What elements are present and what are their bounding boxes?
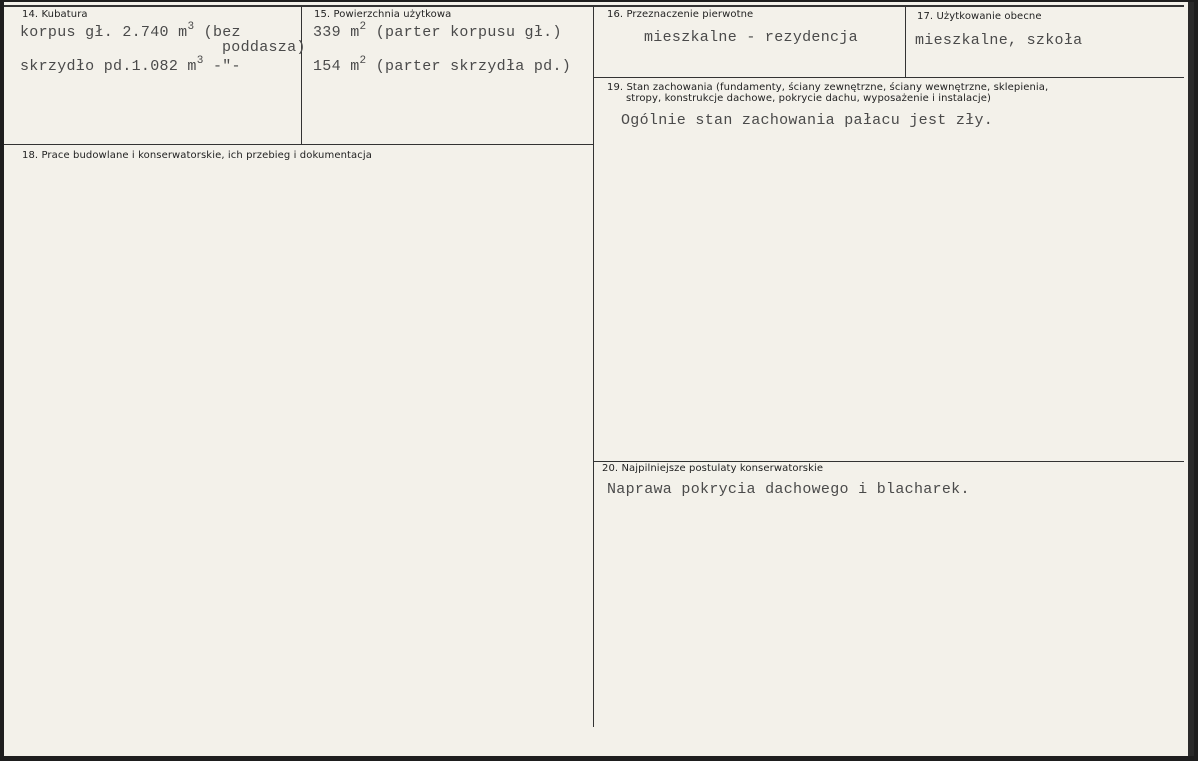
kubatura-poddasza: poddasza): [222, 39, 306, 56]
powierzchnia-line-2: [313, 55, 572, 75]
rule-under-14-15: [4, 144, 594, 145]
przeznaczenie-value: mieszkalne - rezydencja: [644, 29, 858, 46]
powierzchnia-line-2-text: 154 m: [313, 58, 360, 75]
vertical-rule-main: [593, 5, 594, 727]
powierzchnia-line-2-exponent: 2: [359, 55, 367, 67]
vertical-rule-16-17: [905, 5, 906, 78]
top-rule: [4, 5, 1184, 7]
stan-label-line-2: stropy, konstrukcje dachowe, pokrycie dachu, wyposażenie i instalacje): [626, 93, 991, 104]
kubatura-label: 14. Kubatura: [22, 9, 88, 20]
rule-above-20: [594, 461, 1184, 462]
kubatura-line-1: [20, 21, 241, 41]
kubatura-line-2-tail: -"-: [203, 58, 241, 75]
powierzchnia-label: 15. Powierzchnia użytkowa: [314, 9, 452, 20]
prace-label: 18. Prace budowlane i konserwatorskie, ich przebieg i dokumentacja: [22, 150, 372, 161]
postulaty-label: 20. Najpilniejsze postulaty konserwatorskie: [602, 463, 824, 474]
kubatura-line-2-text: skrzydło pd.1.082 m: [20, 58, 197, 75]
uzytkowanie-value: mieszkalne, szkoła: [915, 32, 1083, 49]
stan-value: Ogólnie stan zachowania pałacu jest zły.: [621, 112, 994, 129]
powierzchnia-line-1-tail: (parter korpusu gł.): [366, 24, 562, 41]
rule-under-16-17: [594, 77, 1184, 78]
postulaty-value: Naprawa pokrycia dachowego i blacharek.: [607, 481, 970, 498]
kubatura-line-1-text: korpus gł. 2.740 m: [20, 24, 188, 41]
uzytkowanie-label: 17. Użytkowanie obecne: [917, 11, 1042, 22]
przeznaczenie-label: 16. Przeznaczenie pierwotne: [607, 9, 754, 20]
kubatura-line-2-exponent: 3: [196, 55, 204, 67]
kubatura-line-1-tail: (bez: [194, 24, 241, 41]
vertical-rule-14-15: [301, 5, 302, 145]
powierzchnia-line-2-tail: (parter skrzydła pd.): [366, 58, 572, 75]
powierzchnia-line-1: [313, 21, 562, 41]
powierzchnia-line-1-text: 339 m: [313, 24, 360, 41]
kubatura-line-2: [20, 55, 241, 75]
record-card: [4, 2, 1194, 756]
stan-label-line-1: 19. Stan zachowania (fundamenty, ściany zewnętrzne, ściany wewnętrzne, sklepienia,: [607, 82, 1049, 93]
powierzchnia-line-1-exponent: 2: [359, 21, 367, 33]
kubatura-line-1-exponent: 3: [187, 21, 195, 33]
